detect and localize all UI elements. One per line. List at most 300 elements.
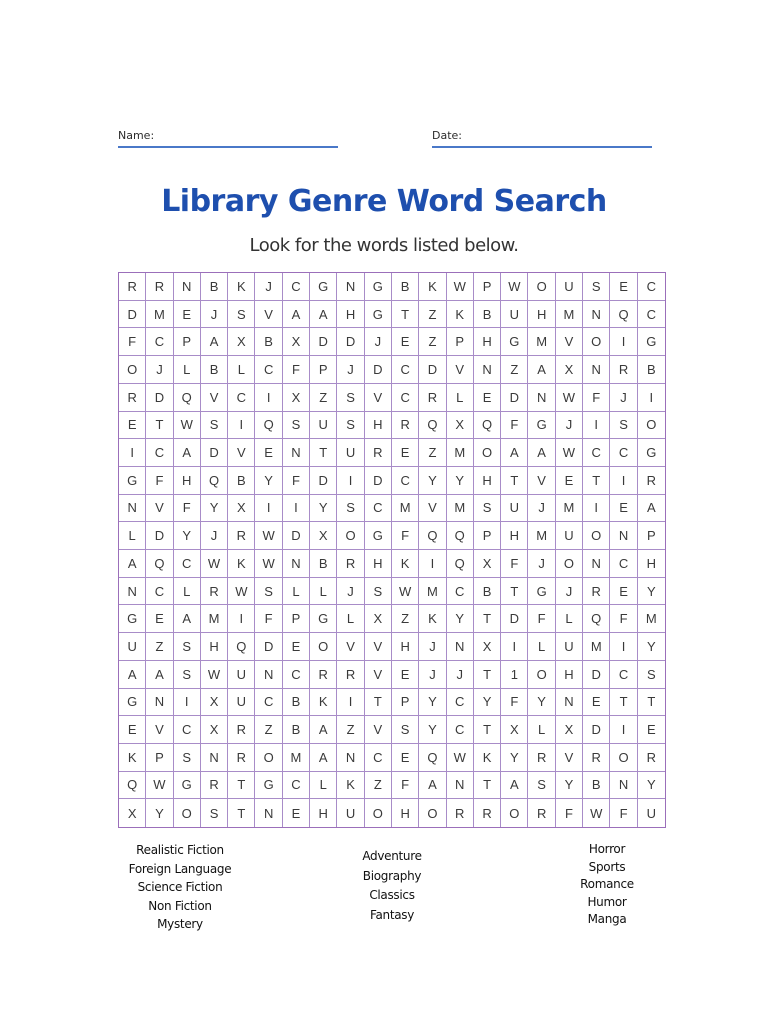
grid-cell[interactable]: C — [447, 689, 474, 717]
grid-cell[interactable]: R — [228, 744, 255, 772]
grid-cell[interactable]: U — [337, 799, 364, 827]
grid-cell[interactable]: F — [255, 605, 282, 633]
grid-cell[interactable]: Q — [447, 522, 474, 550]
grid-cell[interactable]: N — [447, 772, 474, 800]
grid-cell[interactable]: R — [337, 550, 364, 578]
grid-cell[interactable]: C — [392, 384, 419, 412]
grid-cell[interactable]: D — [283, 522, 310, 550]
grid-cell[interactable]: V — [255, 301, 282, 329]
grid-cell[interactable]: W — [201, 661, 228, 689]
grid-cell[interactable]: U — [501, 301, 528, 329]
grid-cell[interactable]: N — [337, 273, 364, 301]
grid-cell[interactable]: R — [638, 467, 665, 495]
grid-cell[interactable]: G — [310, 605, 337, 633]
grid-cell[interactable]: X — [283, 328, 310, 356]
grid-cell[interactable]: Y — [419, 467, 446, 495]
grid-cell[interactable]: N — [255, 799, 282, 827]
grid-cell[interactable]: H — [474, 467, 501, 495]
grid-cell[interactable]: W — [583, 799, 610, 827]
grid-cell[interactable]: N — [610, 772, 637, 800]
grid-cell[interactable]: X — [474, 633, 501, 661]
grid-cell[interactable]: S — [255, 578, 282, 606]
grid-cell[interactable]: A — [310, 716, 337, 744]
grid-cell[interactable]: M — [392, 495, 419, 523]
grid-cell[interactable]: J — [201, 301, 228, 329]
grid-cell[interactable]: W — [228, 578, 255, 606]
grid-cell[interactable]: D — [310, 328, 337, 356]
grid-cell[interactable]: F — [528, 605, 555, 633]
grid-cell[interactable]: S — [228, 301, 255, 329]
grid-cell[interactable]: V — [365, 384, 392, 412]
grid-cell[interactable]: M — [283, 744, 310, 772]
grid-cell[interactable]: C — [610, 439, 637, 467]
grid-cell[interactable]: F — [119, 328, 146, 356]
grid-cell[interactable]: R — [201, 772, 228, 800]
grid-cell[interactable]: X — [201, 716, 228, 744]
grid-cell[interactable]: B — [201, 273, 228, 301]
grid-cell[interactable]: Z — [419, 439, 446, 467]
grid-cell[interactable]: N — [283, 439, 310, 467]
grid-cell[interactable]: L — [310, 772, 337, 800]
grid-cell[interactable]: J — [528, 495, 555, 523]
grid-cell[interactable]: W — [447, 273, 474, 301]
grid-cell[interactable]: Z — [419, 328, 446, 356]
grid-cell[interactable]: H — [474, 328, 501, 356]
grid-cell[interactable]: U — [556, 633, 583, 661]
grid-cell[interactable]: A — [119, 661, 146, 689]
grid-cell[interactable]: W — [255, 550, 282, 578]
grid-cell[interactable]: O — [583, 328, 610, 356]
grid-cell[interactable]: H — [174, 467, 201, 495]
grid-cell[interactable]: O — [255, 744, 282, 772]
grid-cell[interactable]: T — [228, 799, 255, 827]
grid-cell[interactable]: A — [119, 550, 146, 578]
grid-cell[interactable]: X — [228, 495, 255, 523]
grid-cell[interactable]: Y — [447, 467, 474, 495]
grid-cell[interactable]: Q — [474, 412, 501, 440]
grid-cell[interactable]: A — [310, 301, 337, 329]
grid-cell[interactable]: S — [392, 716, 419, 744]
grid-cell[interactable]: Z — [255, 716, 282, 744]
grid-cell[interactable]: E — [283, 633, 310, 661]
grid-cell[interactable]: T — [474, 716, 501, 744]
grid-cell[interactable]: L — [119, 522, 146, 550]
grid-cell[interactable]: G — [638, 439, 665, 467]
grid-cell[interactable]: I — [583, 495, 610, 523]
grid-cell[interactable]: P — [146, 744, 173, 772]
grid-cell[interactable]: G — [119, 467, 146, 495]
grid-cell[interactable]: Y — [174, 522, 201, 550]
grid-cell[interactable]: X — [228, 328, 255, 356]
grid-cell[interactable]: N — [119, 495, 146, 523]
grid-cell[interactable]: K — [310, 689, 337, 717]
grid-cell[interactable]: O — [310, 633, 337, 661]
grid-cell[interactable]: P — [474, 273, 501, 301]
grid-cell[interactable]: Z — [337, 716, 364, 744]
grid-cell[interactable]: S — [474, 495, 501, 523]
grid-cell[interactable]: B — [255, 328, 282, 356]
grid-cell[interactable]: Y — [528, 689, 555, 717]
grid-cell[interactable]: U — [228, 689, 255, 717]
grid-cell[interactable]: Q — [174, 384, 201, 412]
grid-cell[interactable]: B — [201, 356, 228, 384]
grid-cell[interactable]: A — [638, 495, 665, 523]
grid-cell[interactable]: H — [392, 633, 419, 661]
grid-cell[interactable]: P — [392, 689, 419, 717]
grid-cell[interactable]: U — [556, 522, 583, 550]
grid-cell[interactable]: B — [283, 716, 310, 744]
grid-cell[interactable]: R — [610, 356, 637, 384]
grid-cell[interactable]: F — [174, 495, 201, 523]
grid-cell[interactable]: C — [638, 273, 665, 301]
grid-cell[interactable]: T — [501, 578, 528, 606]
grid-cell[interactable]: M — [528, 522, 555, 550]
grid-cell[interactable]: D — [146, 522, 173, 550]
grid-cell[interactable]: R — [392, 412, 419, 440]
grid-cell[interactable]: E — [174, 301, 201, 329]
grid-cell[interactable]: C — [365, 495, 392, 523]
grid-cell[interactable]: C — [610, 661, 637, 689]
date-field-line[interactable] — [432, 146, 652, 148]
grid-cell[interactable]: F — [501, 412, 528, 440]
grid-cell[interactable]: C — [255, 689, 282, 717]
grid-cell[interactable]: J — [419, 633, 446, 661]
grid-cell[interactable]: F — [283, 356, 310, 384]
grid-cell[interactable]: O — [501, 799, 528, 827]
grid-cell[interactable]: F — [501, 689, 528, 717]
grid-cell[interactable]: N — [255, 661, 282, 689]
grid-cell[interactable]: P — [310, 356, 337, 384]
grid-cell[interactable]: H — [501, 522, 528, 550]
grid-cell[interactable]: Q — [419, 744, 446, 772]
grid-cell[interactable]: C — [283, 661, 310, 689]
grid-cell[interactable]: M — [556, 301, 583, 329]
grid-cell[interactable]: A — [201, 328, 228, 356]
grid-cell[interactable]: W — [556, 439, 583, 467]
grid-cell[interactable]: Q — [146, 550, 173, 578]
name-field-line[interactable] — [118, 146, 338, 148]
grid-cell[interactable]: J — [337, 578, 364, 606]
grid-cell[interactable]: C — [392, 356, 419, 384]
grid-cell[interactable]: X — [501, 716, 528, 744]
grid-cell[interactable]: L — [447, 384, 474, 412]
grid-cell[interactable]: E — [610, 578, 637, 606]
grid-cell[interactable]: C — [174, 716, 201, 744]
grid-cell[interactable]: L — [283, 578, 310, 606]
grid-cell[interactable]: M — [447, 495, 474, 523]
grid-cell[interactable]: S — [337, 495, 364, 523]
grid-cell[interactable]: D — [201, 439, 228, 467]
grid-cell[interactable]: W — [146, 772, 173, 800]
grid-cell[interactable]: A — [501, 772, 528, 800]
grid-cell[interactable]: V — [201, 384, 228, 412]
grid-cell[interactable]: R — [474, 799, 501, 827]
grid-cell[interactable]: N — [583, 356, 610, 384]
grid-cell[interactable]: Y — [201, 495, 228, 523]
grid-cell[interactable]: I — [610, 467, 637, 495]
grid-cell[interactable]: E — [583, 689, 610, 717]
grid-cell[interactable]: K — [447, 301, 474, 329]
grid-cell[interactable]: T — [365, 689, 392, 717]
grid-cell[interactable]: F — [146, 467, 173, 495]
grid-cell[interactable]: S — [528, 772, 555, 800]
grid-cell[interactable]: G — [174, 772, 201, 800]
grid-cell[interactable]: R — [583, 744, 610, 772]
grid-cell[interactable]: F — [283, 467, 310, 495]
grid-cell[interactable]: G — [528, 412, 555, 440]
grid-cell[interactable]: J — [447, 661, 474, 689]
grid-cell[interactable]: N — [283, 550, 310, 578]
grid-cell[interactable]: A — [501, 439, 528, 467]
grid-cell[interactable]: I — [610, 716, 637, 744]
grid-cell[interactable]: Y — [501, 744, 528, 772]
grid-cell[interactable]: H — [365, 550, 392, 578]
grid-cell[interactable]: Y — [255, 467, 282, 495]
grid-cell[interactable]: D — [583, 716, 610, 744]
grid-cell[interactable]: I — [501, 633, 528, 661]
grid-cell[interactable]: E — [392, 328, 419, 356]
grid-cell[interactable]: S — [638, 661, 665, 689]
grid-cell[interactable]: G — [310, 273, 337, 301]
grid-cell[interactable]: F — [583, 384, 610, 412]
grid-cell[interactable]: C — [283, 772, 310, 800]
grid-cell[interactable]: O — [528, 661, 555, 689]
grid-cell[interactable]: C — [283, 273, 310, 301]
grid-cell[interactable]: R — [528, 744, 555, 772]
grid-cell[interactable]: N — [556, 689, 583, 717]
grid-cell[interactable]: C — [638, 301, 665, 329]
grid-cell[interactable]: G — [365, 522, 392, 550]
grid-cell[interactable]: Q — [228, 633, 255, 661]
grid-cell[interactable]: L — [174, 578, 201, 606]
grid-cell[interactable]: S — [283, 412, 310, 440]
grid-cell[interactable]: D — [337, 328, 364, 356]
grid-cell[interactable]: E — [119, 716, 146, 744]
grid-cell[interactable]: D — [310, 467, 337, 495]
grid-cell[interactable]: O — [638, 412, 665, 440]
grid-cell[interactable]: X — [556, 356, 583, 384]
grid-cell[interactable]: S — [174, 633, 201, 661]
grid-cell[interactable]: Q — [119, 772, 146, 800]
grid-cell[interactable]: N — [119, 578, 146, 606]
grid-cell[interactable]: I — [255, 384, 282, 412]
grid-cell[interactable]: H — [201, 633, 228, 661]
grid-cell[interactable]: N — [447, 633, 474, 661]
grid-cell[interactable]: Y — [638, 578, 665, 606]
grid-cell[interactable]: C — [447, 716, 474, 744]
grid-cell[interactable]: E — [392, 744, 419, 772]
grid-cell[interactable]: J — [255, 273, 282, 301]
grid-cell[interactable]: D — [501, 605, 528, 633]
grid-cell[interactable]: D — [365, 356, 392, 384]
grid-cell[interactable]: U — [337, 439, 364, 467]
grid-cell[interactable]: Z — [365, 772, 392, 800]
grid-cell[interactable]: A — [174, 439, 201, 467]
grid-cell[interactable]: Q — [255, 412, 282, 440]
grid-cell[interactable]: F — [610, 799, 637, 827]
grid-cell[interactable]: N — [610, 522, 637, 550]
grid-cell[interactable]: W — [201, 550, 228, 578]
grid-cell[interactable]: N — [528, 384, 555, 412]
grid-cell[interactable]: C — [174, 550, 201, 578]
grid-cell[interactable]: R — [228, 522, 255, 550]
grid-cell[interactable]: E — [392, 439, 419, 467]
grid-cell[interactable]: I — [583, 412, 610, 440]
grid-cell[interactable]: H — [556, 661, 583, 689]
grid-cell[interactable]: R — [201, 578, 228, 606]
grid-cell[interactable]: Z — [146, 633, 173, 661]
grid-cell[interactable]: N — [583, 301, 610, 329]
grid-cell[interactable]: E — [638, 716, 665, 744]
grid-cell[interactable]: L — [310, 578, 337, 606]
grid-cell[interactable]: E — [610, 495, 637, 523]
grid-cell[interactable]: R — [583, 578, 610, 606]
grid-cell[interactable]: O — [419, 799, 446, 827]
grid-cell[interactable]: W — [447, 744, 474, 772]
grid-cell[interactable]: C — [255, 356, 282, 384]
grid-cell[interactable]: V — [447, 356, 474, 384]
grid-cell[interactable]: S — [337, 412, 364, 440]
grid-cell[interactable]: K — [228, 273, 255, 301]
grid-cell[interactable]: S — [365, 578, 392, 606]
grid-cell[interactable]: R — [119, 384, 146, 412]
grid-cell[interactable]: V — [365, 661, 392, 689]
grid-cell[interactable]: D — [419, 356, 446, 384]
grid-cell[interactable]: K — [228, 550, 255, 578]
grid-cell[interactable]: T — [310, 439, 337, 467]
grid-cell[interactable]: O — [174, 799, 201, 827]
grid-cell[interactable]: Y — [474, 689, 501, 717]
grid-cell[interactable]: I — [255, 495, 282, 523]
grid-cell[interactable]: T — [501, 467, 528, 495]
grid-cell[interactable]: I — [174, 689, 201, 717]
grid-cell[interactable]: T — [638, 689, 665, 717]
grid-cell[interactable]: J — [528, 550, 555, 578]
grid-cell[interactable]: Y — [638, 772, 665, 800]
grid-cell[interactable]: R — [447, 799, 474, 827]
grid-cell[interactable]: T — [474, 605, 501, 633]
grid-cell[interactable]: W — [501, 273, 528, 301]
grid-cell[interactable]: G — [365, 301, 392, 329]
grid-cell[interactable]: O — [528, 273, 555, 301]
grid-cell[interactable]: V — [228, 439, 255, 467]
grid-cell[interactable]: F — [556, 799, 583, 827]
grid-cell[interactable]: I — [638, 384, 665, 412]
grid-cell[interactable]: N — [201, 744, 228, 772]
grid-cell[interactable]: B — [283, 689, 310, 717]
grid-cell[interactable]: J — [556, 412, 583, 440]
grid-cell[interactable]: M — [146, 301, 173, 329]
grid-cell[interactable]: E — [283, 799, 310, 827]
grid-cell[interactable]: 1 — [501, 661, 528, 689]
grid-cell[interactable]: X — [283, 384, 310, 412]
grid-cell[interactable]: O — [119, 356, 146, 384]
grid-cell[interactable]: P — [283, 605, 310, 633]
grid-cell[interactable]: Y — [556, 772, 583, 800]
grid-cell[interactable]: F — [610, 605, 637, 633]
grid-cell[interactable]: L — [528, 716, 555, 744]
grid-cell[interactable]: I — [283, 495, 310, 523]
grid-cell[interactable]: U — [310, 412, 337, 440]
grid-cell[interactable]: D — [255, 633, 282, 661]
grid-cell[interactable]: G — [365, 273, 392, 301]
grid-cell[interactable]: D — [501, 384, 528, 412]
grid-cell[interactable]: I — [119, 439, 146, 467]
grid-cell[interactable]: Q — [610, 301, 637, 329]
grid-cell[interactable]: I — [610, 633, 637, 661]
grid-cell[interactable]: J — [337, 356, 364, 384]
grid-cell[interactable]: X — [201, 689, 228, 717]
grid-cell[interactable]: Q — [201, 467, 228, 495]
grid-cell[interactable]: M — [638, 605, 665, 633]
grid-cell[interactable]: X — [447, 412, 474, 440]
grid-cell[interactable]: A — [283, 301, 310, 329]
grid-cell[interactable]: X — [310, 522, 337, 550]
grid-cell[interactable]: H — [392, 799, 419, 827]
grid-cell[interactable]: E — [119, 412, 146, 440]
grid-cell[interactable]: K — [392, 550, 419, 578]
grid-cell[interactable]: L — [174, 356, 201, 384]
grid-cell[interactable]: L — [337, 605, 364, 633]
grid-cell[interactable]: M — [583, 633, 610, 661]
grid-cell[interactable]: G — [255, 772, 282, 800]
grid-cell[interactable]: J — [146, 356, 173, 384]
grid-cell[interactable]: A — [174, 605, 201, 633]
grid-cell[interactable]: T — [583, 467, 610, 495]
grid-cell[interactable]: T — [228, 772, 255, 800]
grid-cell[interactable]: Y — [146, 799, 173, 827]
grid-cell[interactable]: D — [583, 661, 610, 689]
grid-cell[interactable]: K — [337, 772, 364, 800]
grid-cell[interactable]: M — [201, 605, 228, 633]
grid-cell[interactable]: Z — [501, 356, 528, 384]
grid-cell[interactable]: I — [337, 689, 364, 717]
grid-cell[interactable]: R — [638, 744, 665, 772]
grid-cell[interactable]: O — [583, 522, 610, 550]
grid-cell[interactable]: P — [447, 328, 474, 356]
grid-cell[interactable]: K — [419, 605, 446, 633]
grid-cell[interactable]: S — [610, 412, 637, 440]
grid-cell[interactable]: N — [146, 689, 173, 717]
grid-cell[interactable]: E — [146, 605, 173, 633]
grid-cell[interactable]: M — [419, 578, 446, 606]
grid-cell[interactable]: P — [174, 328, 201, 356]
grid-cell[interactable]: Z — [310, 384, 337, 412]
grid-cell[interactable]: S — [174, 744, 201, 772]
grid-cell[interactable]: B — [474, 301, 501, 329]
grid-cell[interactable]: S — [174, 661, 201, 689]
grid-cell[interactable]: Q — [419, 412, 446, 440]
grid-cell[interactable]: S — [583, 273, 610, 301]
grid-cell[interactable]: V — [146, 495, 173, 523]
grid-cell[interactable]: T — [146, 412, 173, 440]
grid-cell[interactable]: X — [474, 550, 501, 578]
grid-cell[interactable]: R — [419, 384, 446, 412]
grid-cell[interactable]: J — [419, 661, 446, 689]
grid-cell[interactable]: W — [174, 412, 201, 440]
grid-cell[interactable]: K — [419, 273, 446, 301]
grid-cell[interactable]: Z — [392, 605, 419, 633]
grid-cell[interactable]: E — [392, 661, 419, 689]
grid-cell[interactable]: K — [119, 744, 146, 772]
grid-cell[interactable]: K — [474, 744, 501, 772]
grid-cell[interactable]: J — [610, 384, 637, 412]
grid-cell[interactable]: F — [501, 550, 528, 578]
grid-cell[interactable]: A — [419, 772, 446, 800]
grid-cell[interactable]: P — [474, 522, 501, 550]
grid-cell[interactable]: O — [337, 522, 364, 550]
grid-cell[interactable]: I — [610, 328, 637, 356]
